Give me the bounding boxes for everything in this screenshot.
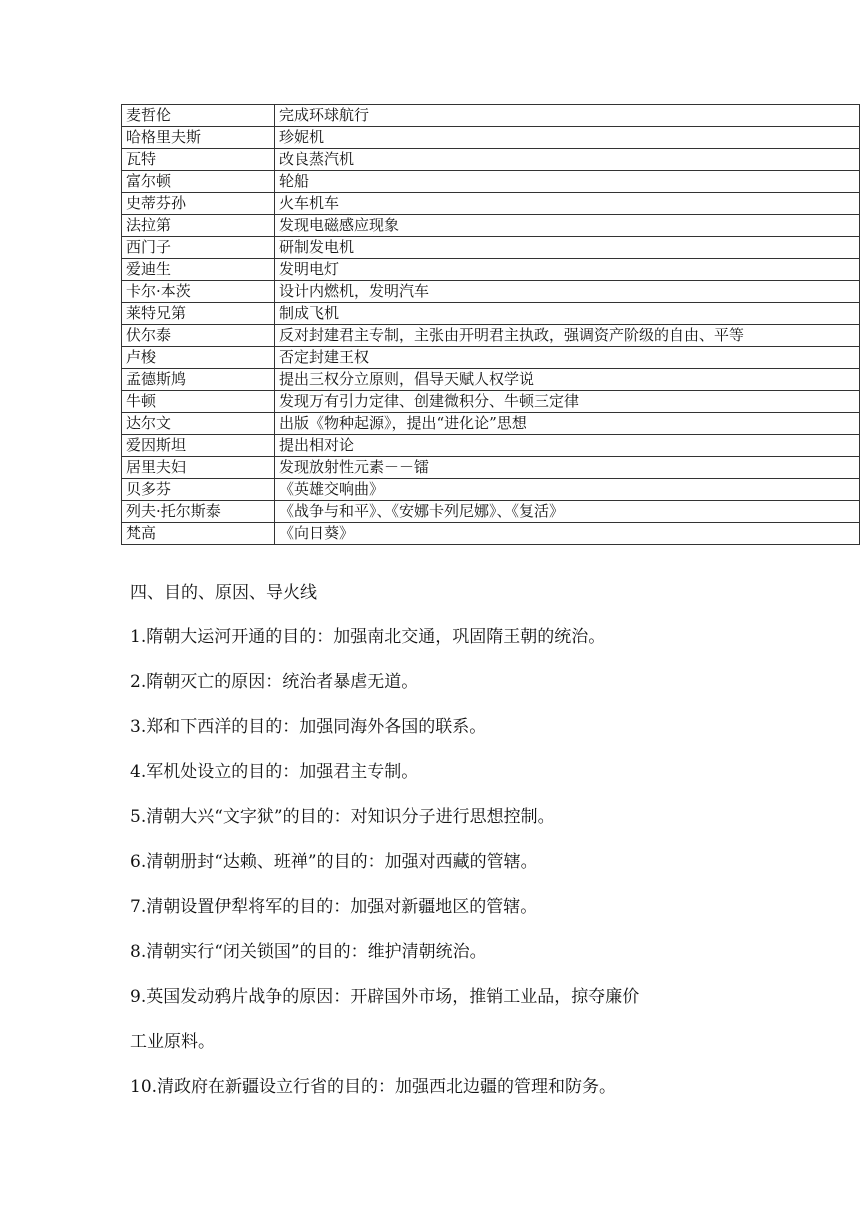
list-item: 工业原料。 — [130, 1032, 215, 1052]
list-item: 9.英国发动鸦片战争的原因：开辟国外市场，推销工业品，掠夺廉价 — [130, 987, 640, 1007]
person-name-cell: 哈格里夫斯 — [122, 127, 275, 149]
list-item: 8.清朝实行“闭关锁国”的目的：维护清朝统治。 — [130, 942, 487, 962]
achievement-cell: 出版《物种起源》，提出“进化论”思想 — [275, 413, 860, 435]
table-row — [122, 171, 860, 193]
achievement-cell: 轮船 — [275, 171, 860, 193]
table-row — [122, 435, 860, 457]
person-name-cell: 卡尔·本茨 — [122, 281, 275, 303]
list-item: 2.隋朝灭亡的原因：统治者暴虐无道。 — [130, 672, 419, 692]
list-item: 1.隋朝大运河开通的目的：加强南北交通，巩固隋王朝的统治。 — [130, 627, 606, 647]
achievement-cell: 制成飞机 — [275, 303, 860, 325]
list-item: 5.清朝大兴“文字狱”的目的：对知识分子进行思想控制。 — [130, 807, 555, 827]
person-name-cell: 莱特兄第 — [122, 303, 275, 325]
table-row — [122, 479, 860, 501]
achievement-cell: 发现放射性元素－－镭 — [275, 457, 860, 479]
table-row — [122, 523, 860, 545]
achievement-cell: 研制发电机 — [275, 237, 860, 259]
list-item: 10.清政府在新疆设立行省的目的：加强西北边疆的管理和防务。 — [130, 1077, 617, 1097]
table-row — [122, 501, 860, 523]
achievement-cell: 珍妮机 — [275, 127, 860, 149]
achievement-cell: 否定封建王权 — [275, 347, 860, 369]
person-name-cell: 牛顿 — [122, 391, 275, 413]
achievement-cell: 改良蒸汽机 — [275, 149, 860, 171]
table-row — [122, 127, 860, 149]
achievement-cell: 《向日葵》 — [275, 523, 860, 545]
table-row — [122, 413, 860, 435]
person-name-cell: 富尔顿 — [122, 171, 275, 193]
achievement-cell: 反对封建君主专制，主张由开明君主执政，强调资产阶级的自由、平等 — [275, 325, 860, 347]
achievement-cell: 完成环球航行 — [275, 105, 860, 127]
person-name-cell: 伏尔泰 — [122, 325, 275, 347]
person-name-cell: 法拉第 — [122, 215, 275, 237]
list-item: 7.清朝设置伊犁将军的目的：加强对新疆地区的管辖。 — [130, 897, 538, 917]
person-name-cell: 居里夫妇 — [122, 457, 275, 479]
achievement-cell: 发现万有引力定律、创建微积分、牛顿三定律 — [275, 391, 860, 413]
table-row — [122, 369, 860, 391]
achievement-cell: 火车机车 — [275, 193, 860, 215]
table-body — [122, 105, 860, 545]
table-row — [122, 259, 860, 281]
table-row — [122, 193, 860, 215]
person-name-cell: 瓦特 — [122, 149, 275, 171]
person-name-cell: 爱迪生 — [122, 259, 275, 281]
person-name-cell: 孟德斯鸠 — [122, 369, 275, 391]
table-row — [122, 457, 860, 479]
person-name-cell: 梵高 — [122, 523, 275, 545]
person-name-cell: 达尔文 — [122, 413, 275, 435]
table-row — [122, 215, 860, 237]
achievement-cell: 发现电磁感应现象 — [275, 215, 860, 237]
person-name-cell: 爱因斯坦 — [122, 435, 275, 457]
achievement-cell: 提出三权分立原则，倡导天赋人权学说 — [275, 369, 860, 391]
achievement-cell: 提出相对论 — [275, 435, 860, 457]
table-row — [122, 325, 860, 347]
table-row — [122, 149, 860, 171]
table-row — [122, 281, 860, 303]
person-name-cell: 列夫·托尔斯泰 — [122, 501, 275, 523]
person-name-cell: 西门子 — [122, 237, 275, 259]
list-item: 4.军机处设立的目的：加强君主专制。 — [130, 762, 419, 782]
table-row — [122, 105, 860, 127]
person-name-cell: 麦哲伦 — [122, 105, 275, 127]
figures-table — [121, 104, 860, 545]
person-name-cell: 史蒂芬孙 — [122, 193, 275, 215]
table-row — [122, 347, 860, 369]
table-row — [122, 303, 860, 325]
list-item: 6.清朝册封“达赖、班禅”的目的：加强对西藏的管辖。 — [130, 852, 538, 872]
table-row — [122, 391, 860, 413]
achievement-cell: 发明电灯 — [275, 259, 860, 281]
list-item: 3.郑和下西洋的目的：加强同海外各国的联系。 — [130, 717, 487, 737]
achievement-cell: 《英雄交响曲》 — [275, 479, 860, 501]
person-name-cell: 贝多芬 — [122, 479, 275, 501]
section-heading: 四、目的、原因、导火线 — [130, 583, 317, 603]
achievement-cell: 《战争与和平》、《安娜卡列尼娜》、《复活》 — [275, 501, 860, 523]
person-name-cell: 卢梭 — [122, 347, 275, 369]
table-row — [122, 237, 860, 259]
achievement-cell: 设计内燃机，发明汽车 — [275, 281, 860, 303]
